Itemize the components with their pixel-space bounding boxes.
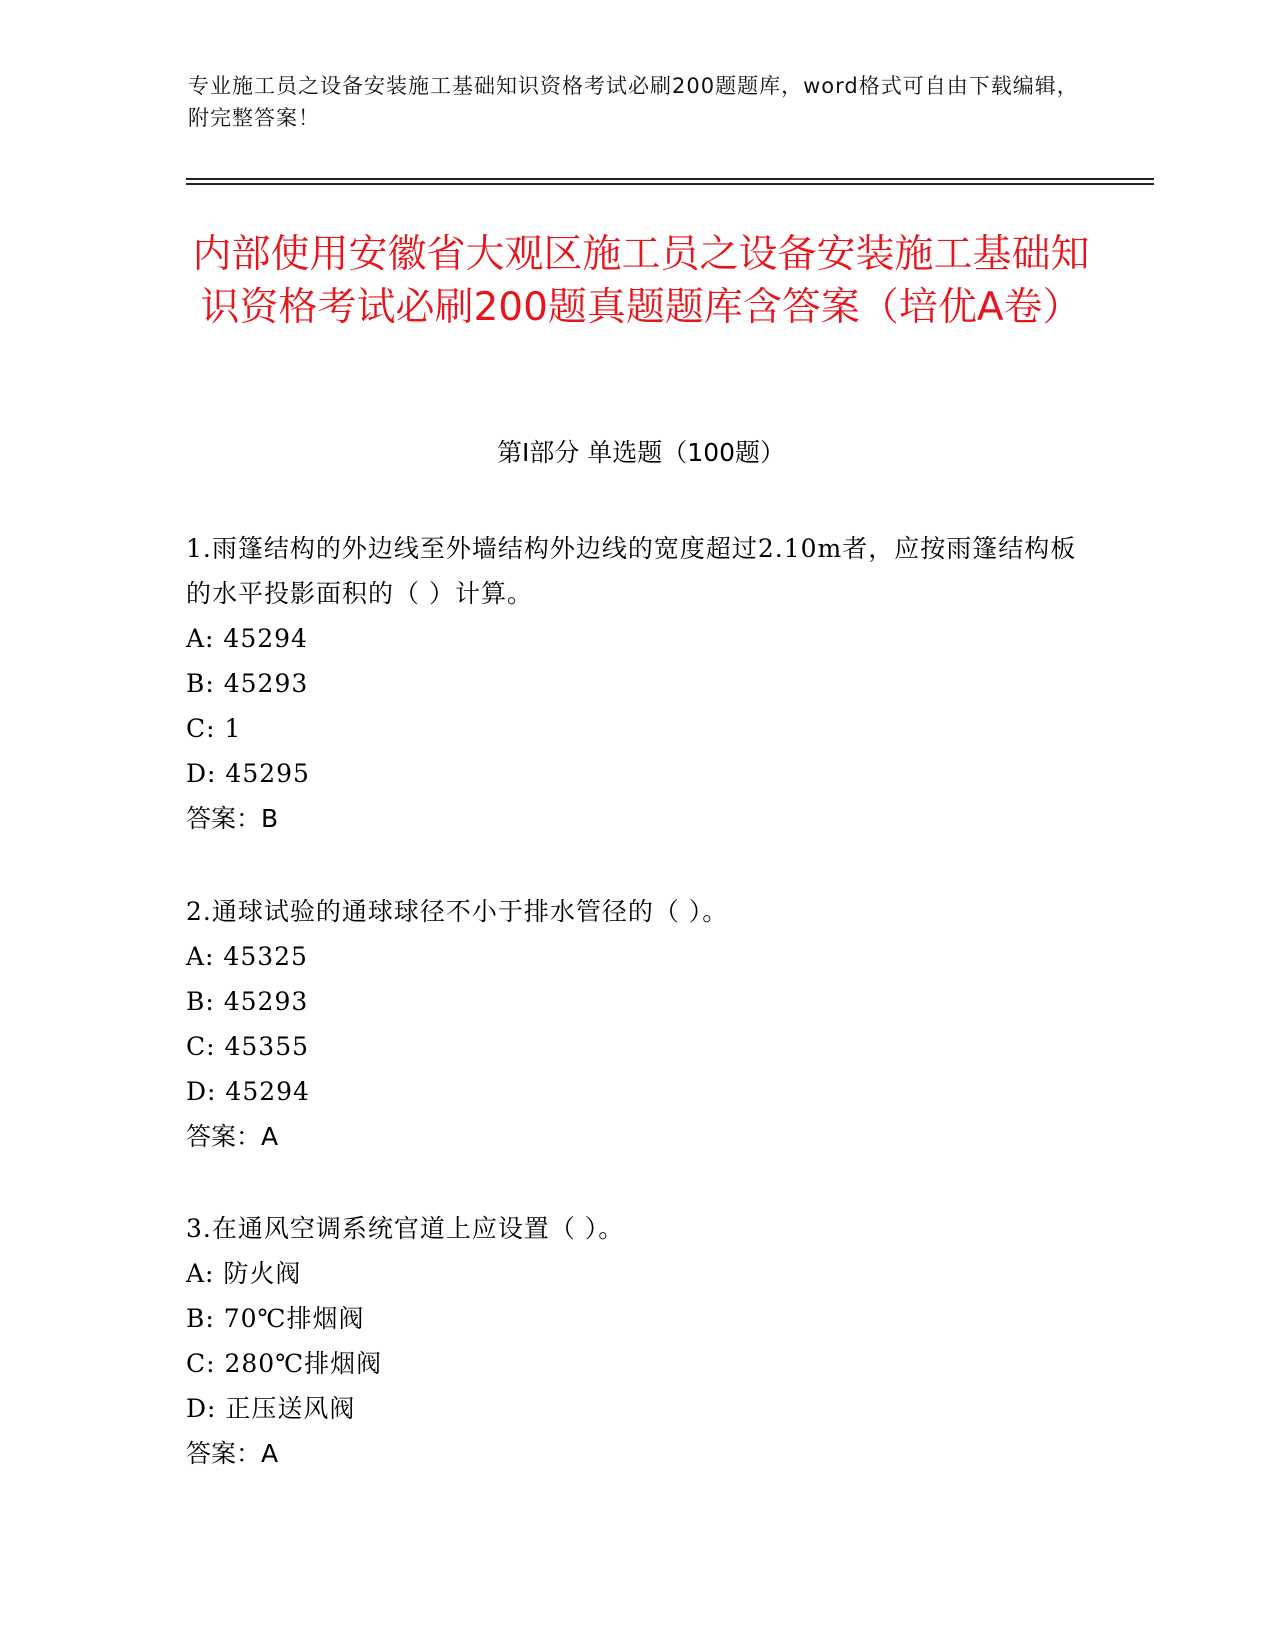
question-1 <box>186 526 1086 841</box>
header-divider-top <box>186 178 1154 180</box>
option-a: A: 45294 <box>186 624 308 653</box>
header-divider-bottom <box>186 183 1154 185</box>
option-b: B: 70℃排烟阀 <box>186 1304 365 1333</box>
option-d: D: 45294 <box>186 1077 310 1106</box>
option-c: C: 1 <box>186 714 242 743</box>
question-stem: 2.通球试验的通球球径不小于排水管径的（ ）。 <box>186 897 729 926</box>
question-stem: 3.在通风空调系统官道上应设置（ ）。 <box>186 1214 625 1243</box>
option-d: D: 45295 <box>186 759 310 788</box>
option-d: D: 正压送风阀 <box>186 1394 356 1423</box>
option-a: A: 45325 <box>186 942 308 971</box>
document-title: 内部使用安徽省大观区施工员之设备安装施工基础知识资格考试必刷200题真题题库含答案（培优A卷） <box>192 232 1090 330</box>
answer: 答案：B <box>186 804 279 833</box>
answer: 答案：A <box>186 1122 279 1151</box>
option-a: A: 防火阀 <box>186 1259 302 1288</box>
option-c: C: 45355 <box>186 1032 310 1061</box>
question-2 <box>186 889 1086 1159</box>
answer: 答案：A <box>186 1439 279 1468</box>
question-3 <box>186 1206 1086 1476</box>
option-b: B: 45293 <box>186 987 309 1016</box>
header-note: 专业施工员之设备安装施工基础知识资格考试必刷200题题库，word格式可自由下载编辑，附完整答案！ <box>188 74 1079 130</box>
option-b: B: 45293 <box>186 669 309 698</box>
section-heading: 第I部分 单选题（100题） <box>496 438 786 467</box>
question-stem: 1.雨篷结构的外边线至外墙结构外边线的宽度超过2.10m者，应按雨篷结构板的水平投影面积的（ ）计算。 <box>186 534 1077 608</box>
option-c: C: 280℃排烟阀 <box>186 1349 383 1378</box>
